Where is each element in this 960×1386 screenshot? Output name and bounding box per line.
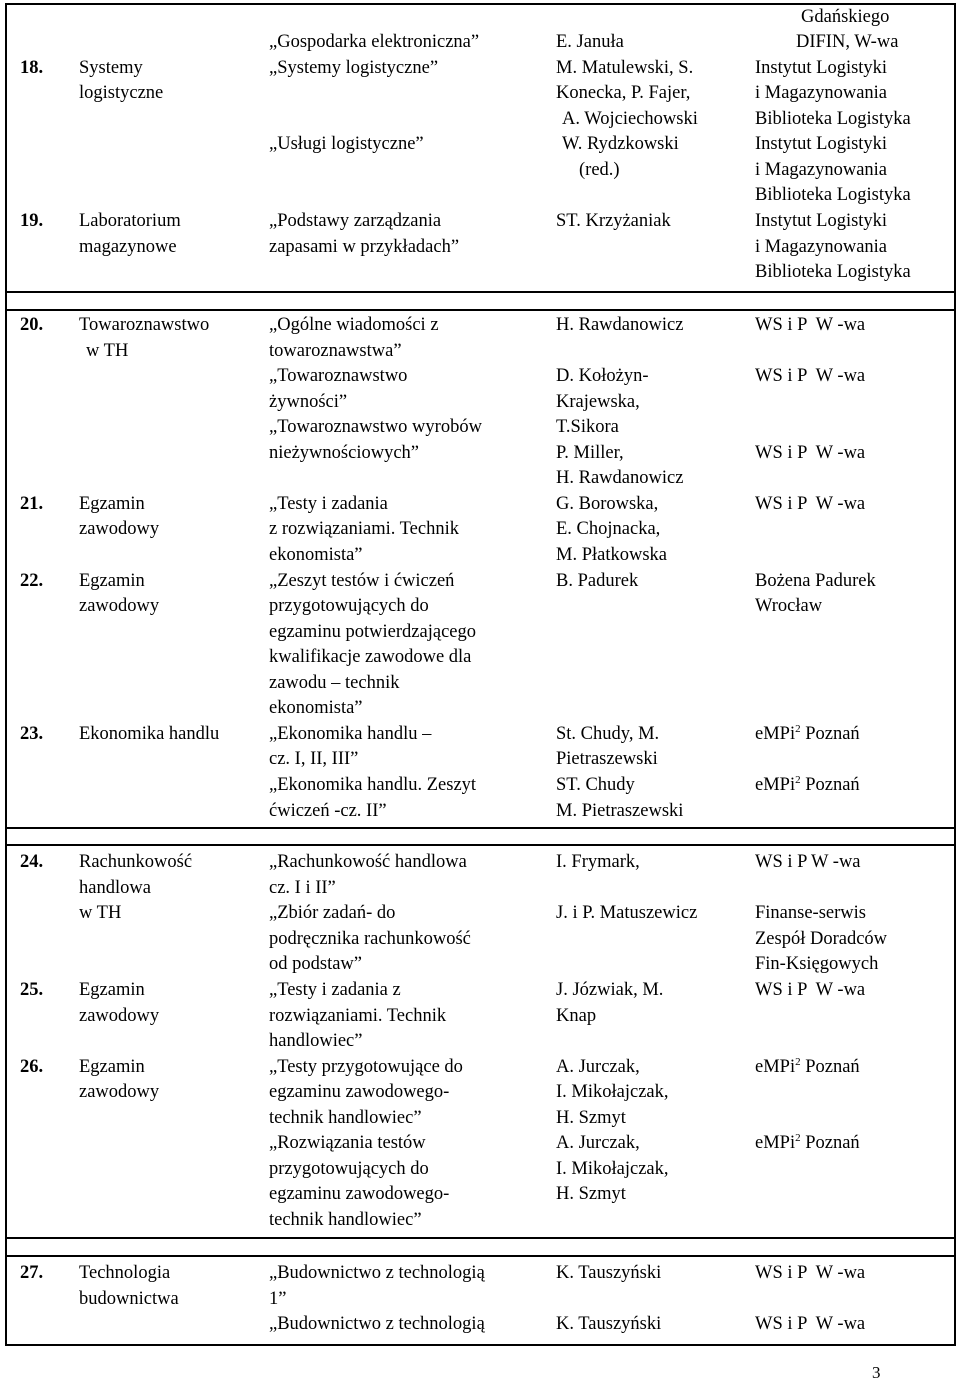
title-line: żywności” bbox=[269, 392, 348, 412]
subject-line: zawodowy bbox=[79, 1082, 160, 1102]
row-number: 21. bbox=[20, 494, 44, 514]
author-line: ST. Krzyżaniak bbox=[556, 211, 671, 231]
publisher-line: WS i P W -wa bbox=[755, 1314, 866, 1334]
title-line: egzaminu potwierdzającego bbox=[269, 622, 476, 642]
publisher-line: Biblioteka Logistyka bbox=[755, 262, 911, 282]
title-line: „Testy i zadania bbox=[269, 494, 388, 514]
publisher-name: eMPi bbox=[755, 775, 796, 795]
publisher-line: Wrocław bbox=[755, 596, 823, 616]
page-number: 3 bbox=[872, 1363, 881, 1382]
subject-line: logistyczne bbox=[79, 83, 164, 103]
author-line: H. Szmyt bbox=[556, 1184, 626, 1204]
subject-line: Egzamin bbox=[79, 571, 145, 591]
title-line: egzaminu zawodowego- bbox=[269, 1082, 450, 1102]
author-line: Knap bbox=[556, 1006, 597, 1026]
publisher-line: Biblioteka Logistyka bbox=[755, 109, 911, 129]
title-line: z rozwiązaniami. Technik bbox=[269, 519, 459, 539]
title-line: cz. I i II” bbox=[269, 878, 336, 898]
title-line: „Testy i zadania z bbox=[269, 980, 401, 1000]
publisher-name: eMPi bbox=[755, 1057, 796, 1077]
author-line: W. Rydzkowski bbox=[562, 134, 679, 154]
row-number: 27. bbox=[20, 1263, 44, 1283]
subject-line: Systemy bbox=[79, 58, 143, 78]
title-line: 1” bbox=[269, 1289, 287, 1309]
publisher-line: WS i P W -wa bbox=[755, 494, 866, 514]
author-line: A. Jurczak, bbox=[556, 1133, 640, 1153]
row-number: 23. bbox=[20, 724, 44, 744]
publisher-line: i Magazynowania bbox=[755, 83, 888, 103]
subject-line: budownictwa bbox=[79, 1289, 179, 1309]
title-line: „Testy przygotowujące do bbox=[269, 1057, 463, 1077]
author-line: H. Szmyt bbox=[556, 1108, 626, 1128]
subject-line: Egzamin bbox=[79, 494, 145, 514]
publisher-city: Poznań bbox=[800, 1133, 860, 1153]
subject-line: w TH bbox=[86, 341, 129, 361]
author-line: I. Mikołajczak, bbox=[556, 1159, 669, 1179]
publisher-superscript: 2 bbox=[795, 774, 801, 786]
subject-line: handlowa bbox=[79, 878, 151, 898]
title-line: „Zeszyt testów i ćwiczeń bbox=[269, 571, 455, 591]
author-line: M. Pietraszewski bbox=[556, 801, 684, 821]
table-border bbox=[5, 1255, 955, 1257]
table-border bbox=[954, 3, 956, 1346]
publisher-line: i Magazynowania bbox=[755, 237, 888, 257]
title-line: przygotowujących do bbox=[269, 596, 429, 616]
subject-line: Towaroznawstwo bbox=[79, 315, 210, 335]
subject-line: Egzamin bbox=[79, 1057, 145, 1077]
title-line: rozwiązaniami. Technik bbox=[269, 1006, 447, 1026]
title-line: ekonomista” bbox=[269, 698, 363, 718]
publisher-line: WS i P W -wa bbox=[755, 1263, 866, 1283]
table-border bbox=[5, 3, 7, 1346]
title-line: „Towaroznawstwo bbox=[269, 366, 408, 386]
publisher-superscript: 2 bbox=[795, 1132, 801, 1144]
author-line: A. Wojciechowski bbox=[562, 109, 698, 129]
title-line: przygotowujących do bbox=[269, 1159, 429, 1179]
row-number: 20. bbox=[20, 315, 44, 335]
subject-line: zawodowy bbox=[79, 519, 160, 539]
title-line: „Ekonomika handlu – bbox=[269, 724, 432, 744]
title-line: od podstaw” bbox=[269, 954, 362, 974]
publisher-line bbox=[755, 1055, 860, 1081]
publisher-city: Poznań bbox=[800, 1057, 860, 1077]
title-line: zawodu – technik bbox=[269, 673, 400, 693]
publisher-line: Zespół Doradców bbox=[755, 929, 888, 949]
author-line: ST. Chudy bbox=[556, 775, 635, 795]
row-number: 22. bbox=[20, 571, 44, 591]
author-line: St. Chudy, M. bbox=[556, 724, 660, 744]
publisher-line: WS i P W -wa bbox=[755, 443, 866, 463]
publisher-city: Poznań bbox=[800, 724, 860, 744]
publisher-line: Finanse-serwis bbox=[755, 903, 866, 923]
publisher-line: WS i P W -wa bbox=[755, 980, 866, 1000]
publisher-superscript: 2 bbox=[795, 723, 801, 735]
title-line: „Gospodarka elektroniczna” bbox=[269, 32, 480, 52]
title-line: zapasami w przykładach” bbox=[269, 237, 460, 257]
author-line: E. Chojnacka, bbox=[556, 519, 661, 539]
subject-line: w TH bbox=[79, 903, 122, 923]
subject-line: Ekonomika handlu bbox=[79, 724, 220, 744]
subject-line: zawodowy bbox=[79, 596, 160, 616]
title-line: technik handlowiec” bbox=[269, 1108, 422, 1128]
title-line: „Zbiór zadań- do bbox=[269, 903, 396, 923]
title-line: „Rozwiązania testów bbox=[269, 1133, 426, 1153]
publisher-line: WS i P W -wa bbox=[755, 315, 866, 335]
title-line: technik handlowiec” bbox=[269, 1210, 422, 1230]
author-line: Pietraszewski bbox=[556, 749, 658, 769]
title-line: „Ekonomika handlu. Zeszyt bbox=[269, 775, 477, 795]
author-line: I. Mikołajczak, bbox=[556, 1082, 669, 1102]
publisher-line: Fin-Księgowych bbox=[755, 954, 879, 974]
table-border bbox=[5, 1237, 955, 1239]
title-line: cz. I, II, III” bbox=[269, 749, 359, 769]
title-line: towaroznawstwa” bbox=[269, 341, 402, 361]
row-number: 26. bbox=[20, 1057, 44, 1077]
author-line: J. i P. Matuszewicz bbox=[556, 903, 698, 923]
table-border bbox=[5, 827, 955, 829]
subject-line: Laboratorium bbox=[79, 211, 181, 231]
publisher-line bbox=[755, 773, 860, 799]
author-line: M. Płatkowska bbox=[556, 545, 667, 565]
author-line: (red.) bbox=[579, 160, 620, 180]
publisher-city: Poznań bbox=[800, 775, 860, 795]
author-line: B. Padurek bbox=[556, 571, 639, 591]
table-border bbox=[5, 1344, 955, 1346]
author-line: D. Kołożyn- bbox=[556, 366, 649, 386]
row-number: 19. bbox=[20, 211, 44, 231]
title-line: „Ogólne wiadomości z bbox=[269, 315, 439, 335]
publisher-name: eMPi bbox=[755, 724, 796, 744]
table-border bbox=[5, 309, 955, 311]
author-line: K. Tauszyński bbox=[556, 1314, 662, 1334]
title-line: „Podstawy zarządzania bbox=[269, 211, 442, 231]
title-line: kwalifikacje zawodowe dla bbox=[269, 647, 472, 667]
table-border bbox=[5, 844, 955, 846]
table-border bbox=[5, 291, 955, 293]
publisher-line: Bożena Padurek bbox=[755, 571, 876, 591]
author-line: M. Matulewski, S. bbox=[556, 58, 694, 78]
publisher-line: WS i P W -wa bbox=[755, 366, 866, 386]
row-number: 18. bbox=[20, 58, 44, 78]
row-number: 24. bbox=[20, 852, 44, 872]
title-line: „Budownictwo z technologią bbox=[269, 1263, 485, 1283]
title-line: nieżywnościowych” bbox=[269, 443, 420, 463]
subject-line: Technologia bbox=[79, 1263, 171, 1283]
author-line: G. Borowska, bbox=[556, 494, 659, 514]
author-line: H. Rawdanowicz bbox=[556, 315, 684, 335]
title-line: „Usługi logistyczne” bbox=[269, 134, 424, 154]
author-line: Krajewska, bbox=[556, 392, 640, 412]
author-line: Konecka, P. Fajer, bbox=[556, 83, 691, 103]
publisher-line: Gdańskiego bbox=[801, 7, 890, 27]
publisher-line: DIFIN, W-wa bbox=[796, 32, 899, 52]
publisher-line bbox=[755, 1131, 860, 1157]
title-line: podręcznika rachunkowość bbox=[269, 929, 471, 949]
subject-line: magazynowe bbox=[79, 237, 177, 257]
title-line: „Rachunkowość handlowa bbox=[269, 852, 467, 872]
author-line: I. Frymark, bbox=[556, 852, 640, 872]
author-line: K. Tauszyński bbox=[556, 1263, 662, 1283]
title-line: „Budownictwo z technologią bbox=[269, 1314, 485, 1334]
author-line: P. Miller, bbox=[556, 443, 624, 463]
title-line: ekonomista” bbox=[269, 545, 363, 565]
author-line: T.Sikora bbox=[556, 417, 619, 437]
author-line: E. Januła bbox=[556, 32, 624, 52]
author-line: J. Józwiak, M. bbox=[556, 980, 664, 1000]
publisher-line: Instytut Logistyki bbox=[755, 134, 888, 154]
publisher-line: WS i P W -wa bbox=[755, 852, 861, 872]
publisher-line: i Magazynowania bbox=[755, 160, 888, 180]
row-number: 25. bbox=[20, 980, 44, 1000]
publisher-line: Instytut Logistyki bbox=[755, 58, 888, 78]
title-line: egzaminu zawodowego- bbox=[269, 1184, 450, 1204]
publisher-name: eMPi bbox=[755, 1133, 796, 1153]
subject-line: Egzamin bbox=[79, 980, 145, 1000]
author-line: A. Jurczak, bbox=[556, 1057, 640, 1077]
publisher-superscript: 2 bbox=[795, 1056, 801, 1068]
author-line: H. Rawdanowicz bbox=[556, 468, 684, 488]
title-line: ćwiczeń -cz. II” bbox=[269, 801, 387, 821]
title-line: „Systemy logistyczne” bbox=[269, 58, 439, 78]
subject-line: Rachunkowość bbox=[79, 852, 193, 872]
title-line: „Towaroznawstwo wyrobów bbox=[269, 417, 482, 437]
publisher-line: Instytut Logistyki bbox=[755, 211, 888, 231]
publisher-line bbox=[755, 722, 860, 748]
title-line: handlowiec” bbox=[269, 1031, 363, 1051]
publisher-line: Biblioteka Logistyka bbox=[755, 185, 911, 205]
subject-line: zawodowy bbox=[79, 1006, 160, 1026]
